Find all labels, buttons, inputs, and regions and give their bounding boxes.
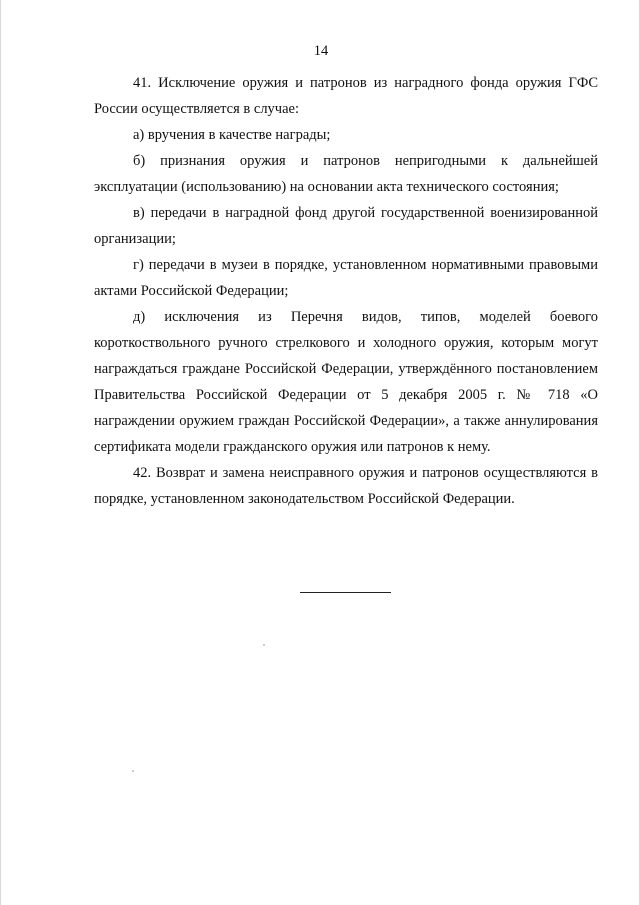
list-item-b: б) признания оружия и патронов непригодными к дальнейшей эксплуатации (использованию) на основании акта технического состояния;	[94, 153, 598, 195]
paragraph-41: 41. Исключение оружия и патронов из наградного фонда оружия ГФС России осуществляется в случае:	[94, 75, 598, 117]
scan-speck	[132, 770, 134, 772]
list-item-d: д) исключения из Перечня видов, типов, моделей боевого короткоствольного ручного стрелкового и холодного оружия, которым могут награждаться граждане Российской Федерации, утверждённого постановлением Правительства Российской Федерации от 5 декабря 2005 г. № 718 «О награждении оружием граждан Российской Федерации», а также аннулирования сертификата модели гражданского оружия или патронов к нему.	[94, 309, 598, 455]
document-body	[94, 70, 598, 512]
end-separator-line	[300, 592, 391, 593]
paragraph-42: 42. Возврат и замена неисправного оружия и патронов осуществляются в порядке, установленном законодательством Российской Федерации.	[94, 465, 598, 507]
list-item-v: в) передачи в наградной фонд другой государственной военизированной организации;	[94, 205, 598, 247]
list-item-g: г) передачи в музеи в порядке, установленном нормативными правовыми актами Российской Федерации;	[94, 257, 598, 299]
list-item-a: а) вручения в качестве награды;	[133, 127, 331, 143]
scan-speck	[263, 644, 265, 646]
page-number: 14	[313, 43, 329, 59]
